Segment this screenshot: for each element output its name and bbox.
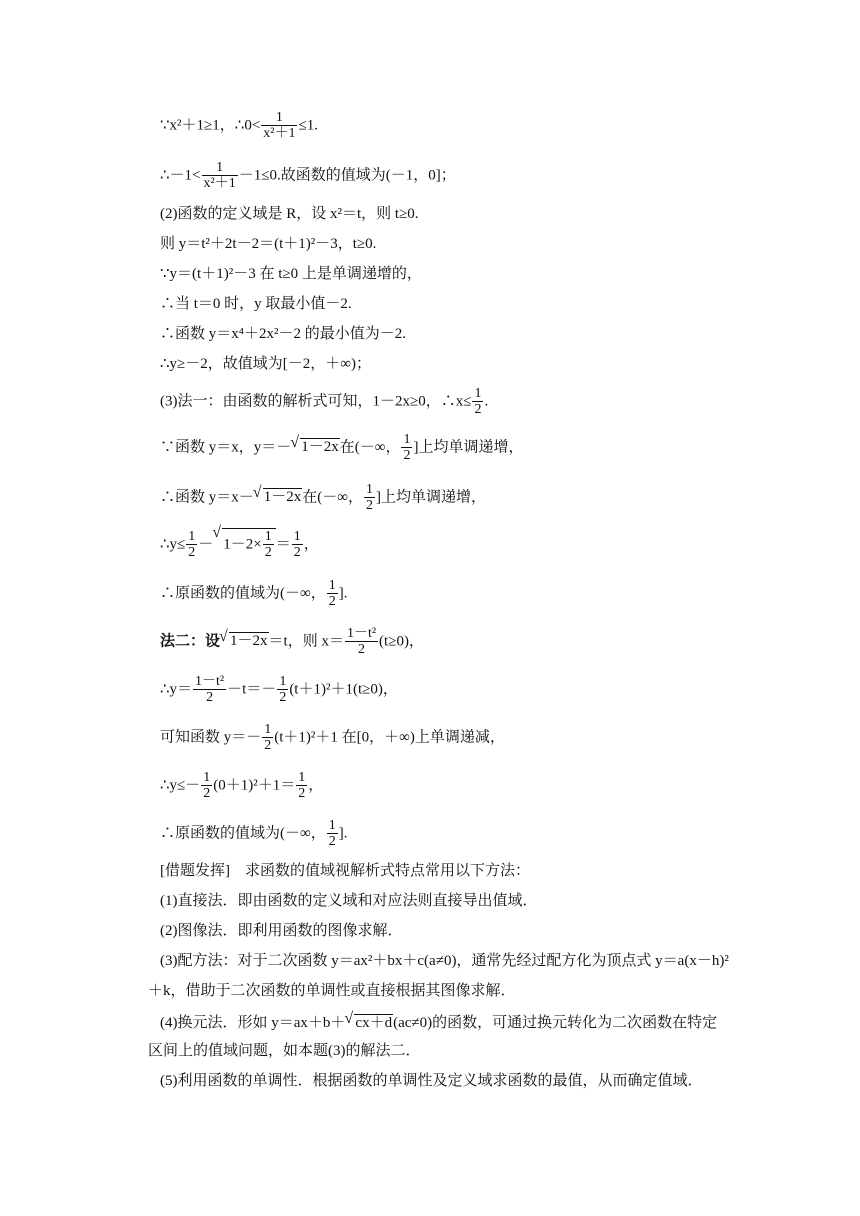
text: (3)法一：由函数的解析式可知，1－2x≥0，∴x≤: [160, 393, 472, 410]
line-22: (3)配方法：对于二次函数 y＝ax²＋bx＋c(a≠0)，通常先经过配方化为顶点式 y＝a(x－h)²: [160, 953, 729, 969]
text: (ac≠0)的函数，可通过换元转化为二次函数在特定: [393, 1015, 718, 1031]
denominator: 2: [293, 545, 301, 561]
line-2: [160, 160, 456, 192]
numerator: 1: [403, 432, 411, 447]
text: ∴原函数的值域为(－∞，: [160, 825, 326, 842]
line-19: [借题发挥] 求函数的值域视解析式特点常用以下方法：: [160, 863, 530, 879]
numerator: 1: [328, 818, 336, 833]
text: (4)换元法．形如 y＝ax＋b＋: [160, 1015, 346, 1031]
line-18: [160, 818, 347, 850]
text: －t＝－: [227, 681, 277, 698]
text: ∴y≤－: [160, 777, 201, 794]
text: ].: [338, 585, 348, 602]
text: ].: [338, 825, 348, 842]
text: ∴－1<: [160, 167, 201, 184]
denominator: 2: [264, 545, 272, 561]
text: ∵函数 y＝x，y＝－: [160, 439, 292, 456]
text: ＝: [275, 536, 291, 553]
text: －: [198, 536, 214, 553]
text: (t＋1)²＋1(t≥0)，: [289, 681, 398, 698]
line-8: ∴y≥－2，故值域为[－2，＋∞)；: [160, 356, 371, 372]
text: (0＋1)²＋1＝: [213, 777, 296, 794]
numerator: 1: [202, 160, 238, 176]
fraction: [296, 770, 307, 802]
denominator: 2: [328, 834, 336, 850]
line-11: [160, 482, 486, 514]
fraction: [263, 529, 274, 561]
fraction: [364, 482, 375, 514]
line-26: (5)利用函数的单调性．根据函数的单调性及定义域求函数的最值，从而确定值域．: [160, 1073, 703, 1089]
radicand: 1－2x: [230, 633, 268, 650]
text: (t＋1)²＋1 在[0，＋∞)上单调递减，: [274, 729, 505, 746]
numerator: 1: [298, 770, 306, 785]
line-4: 则 y＝t²＋2t－2＝(t＋1)²－3，t≥0.: [160, 236, 377, 252]
denominator: x²＋1: [203, 176, 236, 192]
sqrt: [213, 528, 275, 561]
line-23: ＋k，借助于二次函数的单调性或直接根据其图像求解．: [148, 983, 516, 999]
radicand: 1－2x: [301, 439, 339, 456]
line-20: (1)直接法．即由函数的定义域和对应法则直接导出值域．: [160, 893, 538, 909]
denominator: 2: [298, 786, 306, 802]
line-3: (2)函数的定义域是 R，设 x²＝t，则 t≥0.: [160, 206, 419, 222]
fraction: [261, 110, 297, 142]
text: 1－2×: [223, 536, 262, 553]
text: .: [484, 393, 489, 410]
line-17: [160, 770, 323, 802]
fraction: [472, 386, 483, 418]
line-6: ∴当 t＝0 时，y 取最小值－2.: [160, 296, 352, 312]
radicand: [222, 528, 275, 561]
denominator: 2: [358, 642, 365, 658]
text: ＝t，则 x＝: [268, 633, 344, 650]
denominator: 2: [188, 545, 196, 561]
text: ]上均单调递增，: [413, 439, 524, 456]
line-10: [160, 432, 523, 464]
numerator: 1: [293, 529, 301, 544]
numerator: 1: [328, 578, 336, 593]
sqrt: [345, 1014, 393, 1032]
denominator: 2: [279, 690, 287, 706]
fraction: [345, 626, 378, 658]
numerator: 1: [261, 110, 297, 126]
denominator: 2: [365, 498, 373, 514]
line-21: (2)图像法．即利用函数的图像求解．: [160, 923, 403, 939]
line-12: [160, 528, 319, 561]
sqrt: [291, 438, 340, 456]
fraction: [202, 160, 238, 192]
denominator: 2: [203, 786, 211, 802]
numerator: 1: [365, 482, 373, 497]
text: (t≥0)，: [379, 633, 424, 650]
denominator: 2: [403, 448, 411, 464]
denominator: 2: [264, 738, 272, 754]
fraction: [193, 674, 226, 706]
line-16: [160, 722, 505, 754]
text: ∴y＝: [160, 681, 193, 698]
text: 法二：设: [160, 633, 221, 650]
sqrt: [254, 488, 303, 506]
text: ，: [303, 536, 319, 553]
text: ]上均单调递增，: [375, 489, 486, 506]
numerator: 1－t²: [195, 674, 225, 689]
denominator: 2: [474, 402, 482, 418]
numerator: 1: [264, 529, 272, 544]
fraction: [292, 529, 303, 561]
radicand: cx＋d: [355, 1015, 393, 1031]
text: ，: [308, 777, 324, 794]
line-14: [160, 626, 424, 658]
denominator: 2: [206, 690, 214, 706]
text: 可知函数 y＝－: [160, 729, 262, 746]
numerator: 1: [188, 529, 196, 544]
fraction: [262, 722, 273, 754]
text: ∴函数 y＝x－: [160, 489, 254, 506]
fraction: [277, 674, 288, 706]
numerator: 1: [474, 386, 482, 401]
line-25: 区间上的值域问题，如本题(3)的解法二．: [148, 1043, 421, 1059]
line-13: [160, 578, 347, 610]
line-1: [160, 110, 318, 142]
numerator: 1: [203, 770, 211, 785]
denominator: x²＋1: [263, 126, 296, 142]
text: ∴y≤: [160, 536, 186, 553]
fraction: [401, 432, 412, 464]
text: ≤1.: [298, 117, 318, 134]
numerator: 1: [279, 674, 287, 689]
text: ∴原函数的值域为(－∞，: [160, 585, 326, 602]
fraction: [186, 529, 197, 561]
line-9: [160, 386, 488, 418]
radicand: 1－2x: [263, 489, 302, 506]
denominator: 2: [328, 594, 336, 610]
numerator: 1－t²: [346, 626, 377, 641]
fraction: [327, 818, 338, 850]
line-15: [160, 674, 398, 706]
text: 在(－∞，: [339, 439, 401, 456]
numerator: 1: [264, 722, 272, 737]
text: ∵x²＋1≥1，∴0<: [160, 117, 261, 134]
line-24: [160, 1014, 717, 1032]
fraction: [201, 770, 212, 802]
line-5: ∵y＝(t＋1)²－3 在 t≥0 上是单调递增的，: [160, 266, 422, 282]
sqrt: [220, 632, 269, 650]
text: 在(－∞，: [302, 489, 363, 506]
line-7: ∴函数 y＝x⁴＋2x²－2 的最小值为－2.: [160, 326, 406, 342]
text: －1≤0.故函数的值域为(－1，0]；: [238, 167, 456, 184]
fraction: [327, 578, 338, 610]
